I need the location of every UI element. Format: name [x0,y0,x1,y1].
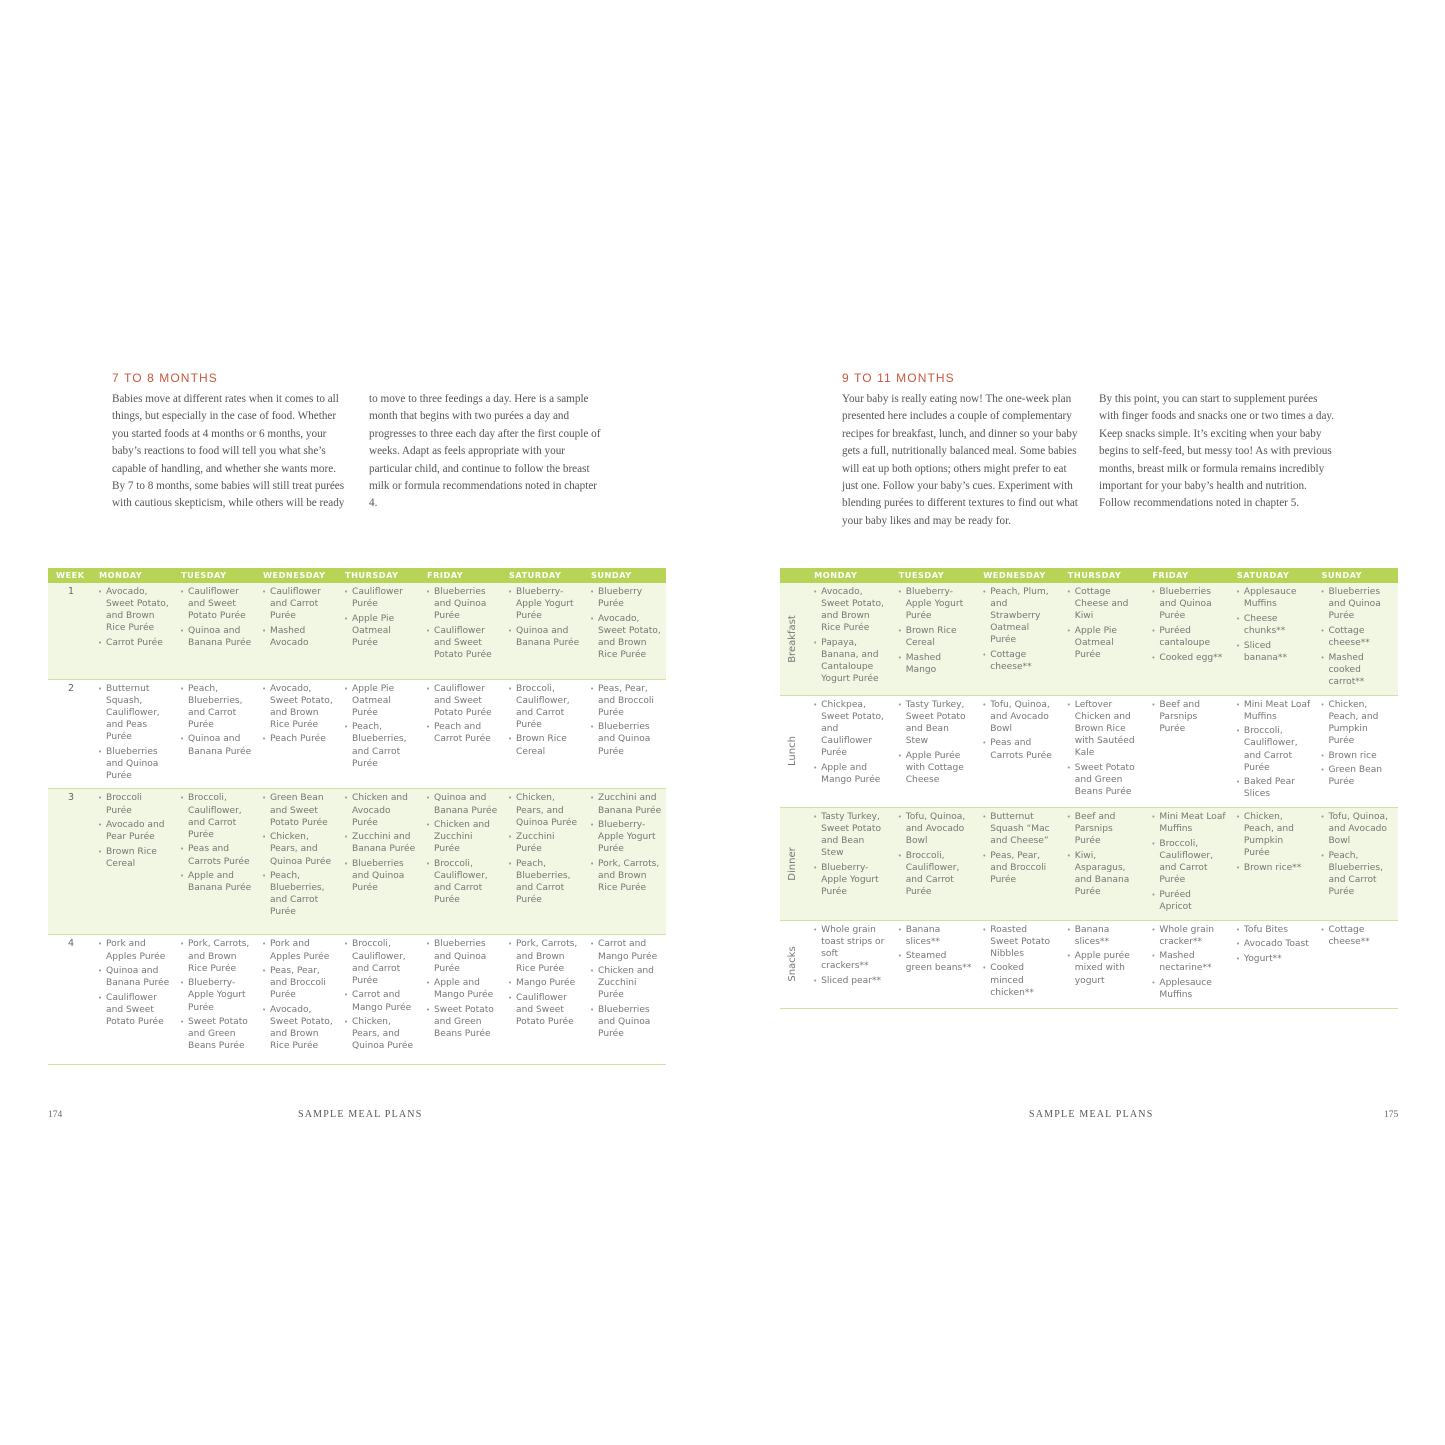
food-item: • Blueberry-Apple Yogurt Purée [179,977,252,1013]
day-cell [583,789,666,935]
food-item: • Cauliflower and Sweet Potato Purée [425,683,498,719]
food-item: • Avocado, Sweet Potato, and Brown Rice Purée [97,586,170,634]
meal-label [780,583,806,695]
food-item: • Broccoli, Cauliflower, and Carrot Purée [1150,838,1226,886]
day-cell [1313,583,1398,695]
food-item: • Banana slices** [1066,924,1142,948]
table-header-row [48,568,666,583]
food-item: • Mashed cooked carrot** [1319,652,1395,688]
food-item: • Banana slices** [897,924,973,948]
food-list [897,924,973,975]
food-item: • Mashed Avocado [261,625,334,649]
running-head: SAMPLE MEAL PLANS [298,1109,423,1120]
day-cell [1060,920,1145,1008]
day-cell [806,920,891,1008]
section-heading: 9 TO 11 MONTHS [842,371,955,385]
food-item: • Carrot Purée [97,637,170,649]
food-item: • Blueberries and Quinoa Purée [425,938,498,974]
food-item: • Applesauce Muffins [1150,977,1226,1001]
food-item: • Cauliflower and Carrot Purée [261,586,334,622]
food-item: • Broccoli, Cauliflower, and Carrot Purée [343,938,416,986]
day-cell [419,679,501,789]
day-cell [91,583,173,679]
food-list [1235,924,1311,965]
food-item: • Pork, Carrots, and Brown Rice Purée [589,858,663,894]
food-item: • Whole grain cracker** [1150,924,1226,948]
food-list [97,938,170,1028]
food-list [812,924,888,987]
food-item: • Beef and Parsnips Purée [1066,811,1142,847]
week-number: 3 [67,792,75,804]
food-list [343,938,416,1052]
food-item: • Cottage Cheese and Kiwi [1066,586,1142,622]
food-item: • Pork and Apples Purée [97,938,170,962]
food-item: • Broccoli Purée [97,792,170,816]
food-list [425,792,498,906]
food-list [343,683,416,770]
page-number: 175 [1384,1110,1399,1120]
day-cell [1144,808,1229,921]
food-item: • Tofu, Quinoa, and Avocado Bowl [1319,811,1395,847]
food-item: • Cauliflower and Sweet Potato Purée [507,992,580,1028]
food-item: • Puréed Apricot [1150,889,1226,913]
food-item: • Tofu, Quinoa, and Avocado Bowl [981,699,1057,735]
food-item: • Blueberries and Quinoa Purée [425,586,498,622]
day-cell [501,679,583,789]
food-item: • Butternut Squash, Cauliflower, and Peas Purée [97,683,170,743]
day-cell [1313,808,1398,921]
food-item: • Avocado, Sweet Potato, and Brown Rice Purée [261,1004,334,1052]
food-item: • Blueberry-Apple Yogurt Purée [507,586,580,622]
table-row [48,789,666,935]
food-item: • Chicken and Zucchini Purée [589,965,663,1001]
food-item: • Peach and Carrot Purée [425,721,498,745]
food-item: • Green Bean and Sweet Potato Purée [261,792,334,828]
food-item: • Apple and Mango Purée [812,762,888,786]
day-cell [806,695,891,808]
food-item: • Broccoli, Cauliflower, and Carrot Purée [179,792,252,840]
meal-label [780,920,806,1008]
food-item: • Mashed nectarine** [1150,950,1226,974]
food-list [425,683,498,746]
meal-label [780,695,806,808]
section-heading: 7 TO 8 MONTHS [112,371,218,385]
table-row [780,920,1398,1008]
day-cell [891,808,976,921]
week-number: 2 [67,682,75,694]
food-item: • Kiwi, Asparagus, and Banana Purée [1066,850,1142,898]
food-item: • Brown Rice Cereal [507,733,580,757]
food-item: • Tofu Bites [1235,924,1311,936]
food-item: • Sweet Potato and Green Beans Purée [425,1004,498,1040]
food-item: • Chicken, Pears, and Quinoa Purée [343,1016,416,1052]
food-item: • Peach, Blueberries, and Carrot Purée [1319,850,1395,898]
food-item: • Whole grain toast strips or soft crackers** [812,924,888,972]
food-item: • Zucchini and Banana Purée [343,831,416,855]
food-item: • Chicken and Zucchini Purée [425,819,498,855]
day-cell [255,935,337,1065]
food-item: • Cauliflower and Sweet Potato Purée [97,992,170,1028]
food-item: • Cauliflower and Sweet Potato Purée [425,625,498,661]
meal-label-text: Dinner [787,847,799,881]
day-cell [1229,583,1314,695]
food-item: • Sliced banana** [1235,640,1311,664]
food-list [1319,586,1395,688]
food-item: • Zucchini and Banana Purée [589,792,663,816]
day-cell [975,920,1060,1008]
food-item: • Leftover Chicken and Brown Rice with Sautéed Kale [1066,699,1142,759]
day-cell [173,679,255,789]
day-cell [806,583,891,695]
food-item: • Sweet Potato and Green Beans Purée [1066,762,1142,798]
table-row [48,935,666,1065]
food-list [589,683,663,758]
food-list [1150,924,1226,1002]
food-list [261,792,334,918]
food-item: • Blueberry-Apple Yogurt Purée [812,862,888,898]
food-item: • Cheese chunks** [1235,613,1311,637]
food-item: • Applesauce Muffins [1235,586,1311,610]
food-item: • Peach, Blueberries, and Carrot Purée [261,870,334,918]
food-list [1235,699,1311,801]
food-item: • Chicken, Peach, and Pumpkin Purée [1319,699,1395,747]
food-list [343,586,416,649]
food-item: • Quinoa and Banana Purée [179,733,252,757]
intro-paragraph-col1: Your baby is really eating now! The one-week plan presented here includes a couple of complementary recipes for breakfast, lunch, and dinner so your baby gets a full, nutritionally balanced meal. Some babies will eat up both options; others might prefer to eat just one. Follow your baby’s cues. Experiment with blending purées to different textures to find out what your baby likes and may be ready for. [842,393,1078,527]
food-item: • Avocado and Pear Purée [97,819,170,843]
food-item: • Blueberry-Apple Yogurt Purée [589,819,663,855]
food-item: • Peas and Carrots Purée [179,843,252,867]
food-item: • Roasted Sweet Potato Nibbles [981,924,1057,960]
food-item: • Quinoa and Banana Purée [97,965,170,989]
day-cell [975,583,1060,695]
food-item: • Mango Purée [507,977,580,989]
table-header-row [780,568,1398,583]
food-item: • Brown rice [1319,750,1395,762]
intro-paragraph-col2: By this point, you can start to supplement purées with finger foods and snacks one or two times a day. Keep snacks simple. It’s exciting when your baby begins to self-feed, but messy too! As with previous months, breast milk or formula remains incredibly important for your baby’s health and nutrition. Follow recommendations noted in chapter 5. [1099,393,1335,510]
food-item: • Chicken, Pears, and Quinoa Purée [507,792,580,828]
food-item: • Pork and Apples Purée [261,938,334,962]
day-cell [583,583,666,679]
food-list [981,586,1057,673]
meal-label-text: Breakfast [787,614,799,663]
food-item: • Broccoli, Cauliflower, and Carrot Purée [1235,725,1311,773]
food-item: • Blueberries and Quinoa Purée [1150,586,1226,622]
table-row [48,583,666,679]
food-list [179,792,252,894]
column-header: THURSDAY [1060,568,1145,583]
day-cell [891,695,976,808]
day-cell [1313,695,1398,808]
column-header: TUESDAY [173,568,255,583]
food-item: • Beef and Parsnips Purée [1150,699,1226,735]
day-cell [1229,920,1314,1008]
intro-paragraph-col2: to move to three feedings a day. Here is a sample month that begins with two purées a day and progresses to three each day after the first couple of weeks. Adapt as feels appropriate with your particular child, and continue to follow the breast milk or formula recommendations noted in chapter 4. [369,393,601,510]
meal-label [780,808,806,921]
food-item: • Blueberries and Quinoa Purée [1319,586,1395,622]
column-header: FRIDAY [419,568,501,583]
day-cell [419,583,501,679]
food-item: • Carrot and Mango Purée [589,938,663,962]
food-item: • Tasty Turkey, Sweet Potato and Bean Stew [897,699,973,747]
food-list [507,938,580,1028]
food-list [589,792,663,894]
table-row [780,583,1398,695]
table-row [48,679,666,789]
food-list [1066,699,1142,798]
day-cell [891,583,976,695]
table-row [780,695,1398,808]
food-item: • Peas, Pear, and Broccoli Purée [981,850,1057,886]
day-cell [583,679,666,789]
day-cell [255,583,337,679]
food-item: • Avocado, Sweet Potato, and Brown Rice Purée [589,613,663,661]
food-item: • Blueberries and Quinoa Purée [343,858,416,894]
food-item: • Apple Purée with Cottage Cheese [897,750,973,786]
food-item: • Broccoli, Cauliflower, and Carrot Purée [425,858,498,906]
column-header: THURSDAY [337,568,419,583]
food-list [812,811,888,898]
day-cell [975,808,1060,921]
column-header [780,568,806,583]
food-item: • Cottage cheese** [1319,625,1395,649]
intro-paragraph-col1: Babies move at different rates when it comes to all things, but especially in the case of food. Whether you started foods at 4 months or 6 months, your baby’s reactions to food will tell you what she’s capable of handling, and whether she wants more. By 7 to 8 months, some babies will still treat purées with cautious skepticism, while others will be ready [112,393,345,510]
food-item: • Peach, Blueberries, and Carrot Purée [507,858,580,906]
food-item: • Brown rice** [1235,862,1311,874]
day-cell [975,695,1060,808]
food-item: • Tofu, Quinoa, and Avocado Bowl [897,811,973,847]
column-header: WEDNESDAY [975,568,1060,583]
food-list [507,683,580,758]
day-cell [173,789,255,935]
day-cell [1060,808,1145,921]
left-page [0,0,722,1445]
food-list [97,683,170,782]
food-item: • Pork, Carrots, and Brown Rice Purée [507,938,580,974]
food-item: • Mini Meat Loaf Muffins [1150,811,1226,835]
food-item: • Broccoli, Cauliflower, and Carrot Purée [507,683,580,731]
day-cell [891,920,976,1008]
food-item: • Quinoa and Banana Purée [425,792,498,816]
food-list [1066,586,1142,661]
food-item: • Cooked egg** [1150,652,1226,664]
food-item: • Sliced pear** [812,975,888,987]
food-item: • Avocado Toast [1235,938,1311,950]
food-list [179,586,252,649]
food-item: • Tasty Turkey, Sweet Potato and Bean Stew [812,811,888,859]
food-item: • Butternut Squash “Mac and Cheese” [981,811,1057,847]
day-cell [337,789,419,935]
food-item: • Carrot and Mango Purée [343,989,416,1013]
food-item: • Apple Pie Oatmeal Purée [1066,625,1142,661]
day-cell [1229,808,1314,921]
food-item: • Mashed Mango [897,652,973,676]
food-item: • Apple and Mango Purée [425,977,498,1001]
food-list [1319,924,1395,948]
day-cell [1144,583,1229,695]
food-list [981,811,1057,886]
day-cell [173,583,255,679]
food-list [1150,699,1226,735]
food-item: • Puréed cantaloupe [1150,625,1226,649]
day-cell [501,583,583,679]
right-page [722,0,1445,1445]
column-header: WEEK [48,568,91,583]
food-item: • Baked Pear Slices [1235,776,1311,800]
food-list [425,586,498,661]
food-item: • Green Bean Purée [1319,764,1395,788]
column-header: FRIDAY [1144,568,1229,583]
food-list [1235,811,1311,874]
day-cell [255,789,337,935]
food-item: • Blueberry-Apple Yogurt Purée [897,586,973,622]
day-cell [1313,920,1398,1008]
table-row [780,808,1398,921]
column-header: TUESDAY [891,568,976,583]
food-list [1319,811,1395,898]
day-cell [91,935,173,1065]
food-item: • Avocado, Sweet Potato, and Brown Rice Purée [812,586,888,634]
food-item: • Pork, Carrots, and Brown Rice Purée [179,938,252,974]
day-cell [337,583,419,679]
food-item: • Papaya, Banana, and Cantaloupe Yogurt Purée [812,637,888,685]
day-cell [91,789,173,935]
food-item: • Chicken and Avocado Purée [343,792,416,828]
meal-plan-table-9-11-months [780,568,1398,1009]
day-cell [1144,695,1229,808]
food-list [507,792,580,906]
day-cell [1060,695,1145,808]
food-item: • Cooked minced chicken** [981,962,1057,998]
food-list [343,792,416,894]
column-header: WEDNESDAY [255,568,337,583]
column-header: SUNDAY [1313,568,1398,583]
food-list [425,938,498,1040]
food-item: • Cauliflower and Sweet Potato Purée [179,586,252,622]
food-list [1150,586,1226,664]
column-header: MONDAY [91,568,173,583]
food-item: • Yogurt** [1235,953,1311,965]
food-list [97,586,170,649]
food-item: • Cottage cheese** [1319,924,1395,948]
table-body [48,583,666,1065]
food-list [261,683,334,746]
food-item: • Peach, Blueberries, and Carrot Purée [343,721,416,769]
food-item: • Peach, Plum, and Strawberry Oatmeal Purée [981,586,1057,646]
food-list [1066,924,1142,987]
food-item: • Peas, Pear, and Broccoli Purée [589,683,663,719]
food-list [1066,811,1142,898]
food-list [897,811,973,898]
food-list [812,699,888,786]
food-list [589,586,663,661]
food-item: • Apple purée mixed with yogurt [1066,950,1142,986]
day-cell [1144,920,1229,1008]
food-item: • Cottage cheese** [981,649,1057,673]
food-item: • Blueberries and Quinoa Purée [97,746,170,782]
column-header: SATURDAY [1229,568,1314,583]
food-list [897,586,973,676]
day-cell [583,935,666,1065]
food-item: • Mini Meat Loaf Muffins [1235,699,1311,723]
food-item: • Peach Purée [261,733,334,745]
column-header: MONDAY [806,568,891,583]
food-item: • Cauliflower Purée [343,586,416,610]
food-item: • Blueberries and Quinoa Purée [589,1004,663,1040]
food-list [179,938,252,1052]
food-list [1235,586,1311,664]
day-cell [91,679,173,789]
day-cell [337,679,419,789]
food-item: • Quinoa and Banana Purée [507,625,580,649]
day-cell [337,935,419,1065]
meal-plan-table-7-8-months [48,568,666,1065]
day-cell [1060,583,1145,695]
food-list [179,683,252,758]
food-item: • Chickpea, Sweet Potato, and Cauliflower Purée [812,699,888,759]
food-item: • Chicken, Pears, and Quinoa Purée [261,831,334,867]
food-item: • Peach, Blueberries, and Carrot Purée [179,683,252,731]
meal-label-text: Lunch [787,736,799,767]
food-list [897,699,973,786]
food-item: • Peas and Carrots Purée [981,737,1057,761]
column-header: SATURDAY [501,568,583,583]
day-cell [806,808,891,921]
day-cell [501,935,583,1065]
food-item: • Blueberry Purée [589,586,663,610]
day-cell [1229,695,1314,808]
food-item: • Broccoli, Cauliflower, and Carrot Purée [897,850,973,898]
food-list [812,586,888,685]
day-cell [173,935,255,1065]
day-cell [419,789,501,935]
food-item: • Brown Rice Cereal [897,625,973,649]
food-item: • Apple Pie Oatmeal Purée [343,683,416,719]
food-item: • Apple and Banana Purée [179,870,252,894]
food-list [97,792,170,870]
week-number: 1 [67,586,75,597]
food-list [261,938,334,1052]
food-list [589,938,663,1040]
running-head: SAMPLE MEAL PLANS [1029,1109,1154,1120]
food-item: • Peas, Pear, and Broccoli Purée [261,965,334,1001]
food-list [981,924,1057,999]
day-cell [255,679,337,789]
food-item: • Zucchini Purée [507,831,580,855]
food-item: • Avocado, Sweet Potato, and Brown Rice Purée [261,683,334,731]
week-number: 4 [67,938,75,950]
food-item: • Blueberries and Quinoa Purée [589,721,663,757]
food-list [261,586,334,649]
day-cell [419,935,501,1065]
food-item: • Sweet Potato and Green Beans Purée [179,1016,252,1052]
food-list [1319,699,1395,789]
page-number: 174 [48,1110,63,1120]
food-item: • Quinoa and Banana Purée [179,625,252,649]
meal-label-text: Snacks [787,946,799,982]
column-header: SUNDAY [583,568,666,583]
day-cell [501,789,583,935]
food-list [981,699,1057,762]
food-list [507,586,580,649]
food-item: • Chicken, Peach, and Pumpkin Purée [1235,811,1311,859]
food-list [1150,811,1226,913]
table-body [780,583,1398,1008]
food-item: • Brown Rice Cereal [97,846,170,870]
food-item: • Steamed green beans** [897,950,973,974]
food-item: • Apple Pie Oatmeal Purée [343,613,416,649]
